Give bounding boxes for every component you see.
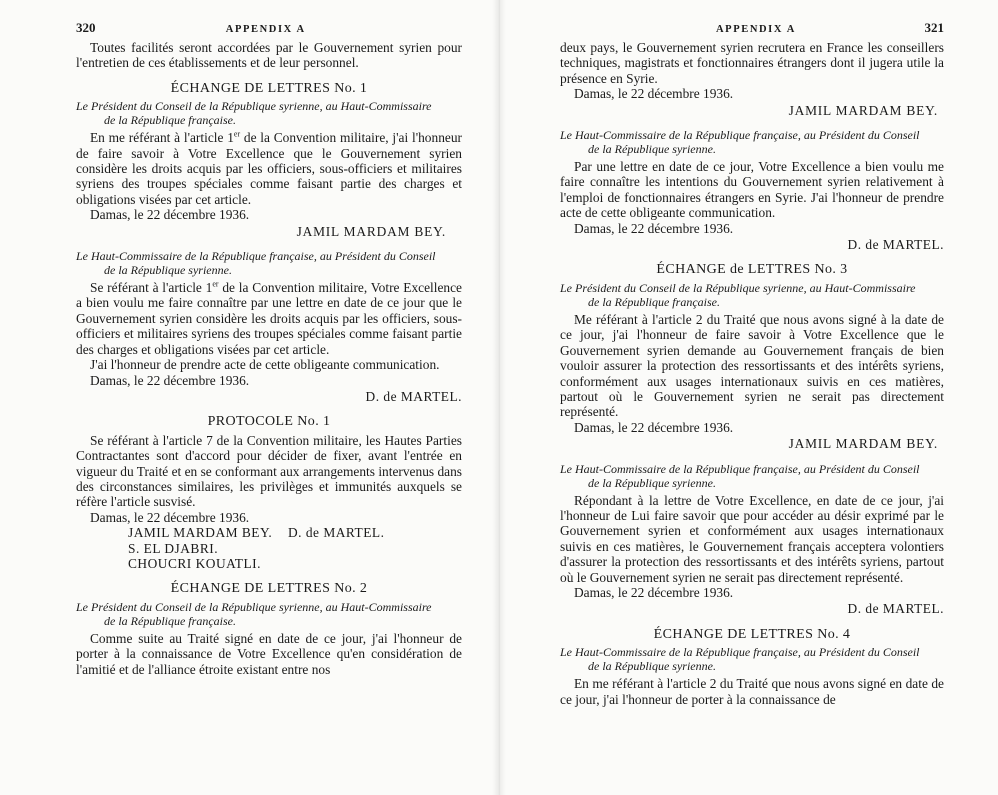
signatory: D. de MARTEL. — [288, 525, 385, 541]
exchange-2-date-2: Damas, le 22 décembre 1936. — [574, 220, 734, 236]
body-text: En me référant à l'article 1 — [90, 130, 234, 146]
address-line-1: Le Haut-Commissaire de la République française, au Président du Conseil — [76, 249, 436, 264]
exchange-3-signature-2: D. de MARTEL. — [847, 601, 944, 617]
exchange-1-signature-2: D. de MARTEL. — [365, 388, 462, 404]
exchange-1-date-1: Damas, le 22 décembre 1936. — [90, 207, 250, 223]
exchange-2-title: ÉCHANGE DE LETTRES No. 2 — [170, 581, 368, 597]
address-line-2: de la République syrienne. — [104, 263, 232, 278]
address-line-2: de la République syrienne. — [588, 659, 716, 674]
protocole-1-signatures — [76, 525, 462, 571]
exchange-3-signature-1: JAMIL MARDAM BEY. — [788, 436, 938, 452]
exchange-3-date-1: Damas, le 22 décembre 1936. — [574, 419, 734, 435]
body-text: Se référant à l'article 1 — [90, 280, 213, 296]
french-signatory — [288, 525, 462, 571]
address-line-2: de la République française. — [588, 294, 720, 309]
superscript: er — [233, 129, 241, 139]
exchange-2-letter-2-body: Par une lettre en date de ce jour, Votre Excellence a bien voulu me faire connaître les intentions du Gouvernement syrien relativement à l'emploi de fonctionnaires étrangers en Syrie. J'ai l'honneur de prendre acte de cette obligeante communication. — [560, 159, 944, 221]
right-page — [560, 20, 944, 707]
syrian-signatories — [76, 525, 288, 571]
exchange-3-address-2 — [560, 462, 944, 490]
exchange-3-letter-2-body: Répondant à la lettre de Votre Excellence, en date de ce jour, j'ai l'honneur de Lui faire savoir que pour accéder au désir exprimé par le Gouvernement syrien et conformément aux usages internationaux suivis en ces matières, le Gouvernement français acceptera volontiers d'assurer la protection des ressortissants et des intérêts syriens, partout où le Gouvernement syrien ne serait pas directement représenté. — [560, 492, 944, 585]
address-line-1: Le Président du Conseil de la République syrienne, au Haut-Commissaire — [560, 280, 916, 295]
left-page — [76, 20, 462, 677]
right-header-title: APPENDIX A — [716, 24, 796, 35]
intro-paragraph: Toutes facilités seront accordées par le Gouvernement syrien pour l'entretien de ces établissements et de leur personnel. — [76, 40, 462, 71]
exchange-1-title: ÉCHANGE DE LETTRES No. 1 — [170, 80, 368, 96]
body-text: de la Convention militaire, Votre Excellence a bien voulu me faire connaître par une lettre en date de ce jour que le Gouvernement syrien considère les droits acquis par les officiers, sous-officiers et militaires syriens des troupes spéciales comme faisant partie des charges et obligations visées par cet article. — [76, 280, 462, 357]
body-text: de la Convention militaire, j'ai l'honneur de faire savoir à Votre Excellence que le Gouvernement syrien considère les droits acquis par les officiers, sous-officiers et militaires syriens des troupes spéciales comme faisant partie des charges et obligations visées par cet article. — [76, 130, 462, 207]
exchange-2-address-2 — [560, 128, 944, 156]
right-page-number: 321 — [924, 20, 944, 35]
exchange-4-address — [560, 645, 944, 673]
address-line-1: Le Président du Conseil de la République syrienne, au Haut-Commissaire — [76, 99, 432, 114]
signatory: JAMIL MARDAM BEY. — [128, 525, 273, 541]
exchange-2-date-1: Damas, le 22 décembre 1936. — [574, 86, 734, 102]
address-line-1: Le Haut-Commissaire de la République française, au Président du Conseil — [560, 645, 920, 660]
exchange-1-address-2 — [76, 249, 462, 277]
exchange-2-signature-2: D. de MARTEL. — [847, 237, 944, 253]
exchange-2-letter-1-body: Comme suite au Traité signé en date de ce jour, j'ai l'honneur de porter à la connaissance de Votre Excellence qu'en considération de l'amitié et de l'alliance étroite existant entre nos — [76, 630, 462, 677]
right-running-header — [560, 20, 944, 38]
address-line-2: de la République syrienne. — [588, 475, 716, 490]
superscript: er — [212, 279, 219, 289]
exchange-1-address-1 — [76, 99, 462, 127]
protocole-1-date: Damas, le 22 décembre 1936. — [90, 509, 250, 525]
exchange-2-continued-body: deux pays, le Gouvernement syrien recrutera en France les conseillers techniques, magistrats et fonctionnaires étrangers dont il jugera utile la présence en Syrie. — [560, 40, 944, 86]
address-line-2: de la République syrienne. — [588, 142, 716, 157]
exchange-2-address — [76, 600, 462, 628]
address-line-1: Le Haut-Commissaire de la République française, au Président du Conseil — [560, 461, 920, 476]
signatory: S. EL DJABRI. — [128, 540, 219, 556]
protocole-1-title: PROTOCOLE No. 1 — [207, 414, 331, 430]
address-line-1: Le Président du Conseil de la République syrienne, au Haut-Commissaire — [76, 599, 432, 614]
exchange-3-title: ÉCHANGE de LETTRES No. 3 — [656, 262, 848, 278]
address-line-1: Le Haut-Commissaire de la République française, au Président du Conseil — [560, 128, 920, 143]
signatory: CHOUCRI KOUATLI. — [128, 555, 261, 571]
left-header-title: APPENDIX A — [225, 24, 306, 35]
exchange-1-signature-1: JAMIL MARDAM BEY. — [296, 223, 446, 239]
exchange-3-address-1 — [560, 281, 944, 309]
book-gutter — [492, 0, 506, 795]
exchange-4-letter-1-body: En me référant à l'article 2 du Traité que nous avons signé en date de ce jour, j'ai l'honneur de porter à la connaissance de — [560, 676, 944, 707]
protocole-1-body: Se référant à l'article 7 de la Convention militaire, les Hautes Parties Contractantes sont d'accord pour décider de fixer, avant l'entrée en vigueur du Traité et en se conformant aux arrangements intervenus dans des circonstances similaires, les privilèges et immunités auxquels se réfère l'article susvisé. — [76, 432, 462, 510]
exchange-2-signature-1: JAMIL MARDAM BEY. — [788, 102, 938, 118]
left-running-header — [76, 20, 462, 38]
address-line-2: de la République française. — [104, 113, 236, 128]
exchange-3-letter-1-body: Me référant à l'article 2 du Traité que nous avons signé à la date de ce jour, j'ai l'honneur de faire savoir à Votre Excellence que le Gouvernement syrien demande au Gouvernement français de bien vouloir assurer la protection des ressortissants et des intérêts syriens, conformément aux usages internationaux suivis en ces matières, partout où le Gouvernement syrien ne serait pas directement représenté. — [560, 311, 944, 420]
exchange-4-title: ÉCHANGE DE LETTRES No. 4 — [653, 626, 851, 642]
left-page-number: 320 — [76, 20, 96, 35]
exchange-1-date-2: Damas, le 22 décembre 1936. — [90, 372, 250, 388]
exchange-3-date-2: Damas, le 22 décembre 1936. — [574, 584, 734, 600]
exchange-1-letter-1-body — [76, 130, 462, 207]
exchange-1-letter-2-ack: J'ai l'honneur de prendre acte de cette obligeante communication. — [90, 357, 440, 373]
exchange-1-letter-2-body — [76, 280, 462, 357]
address-line-2: de la République française. — [104, 613, 236, 628]
